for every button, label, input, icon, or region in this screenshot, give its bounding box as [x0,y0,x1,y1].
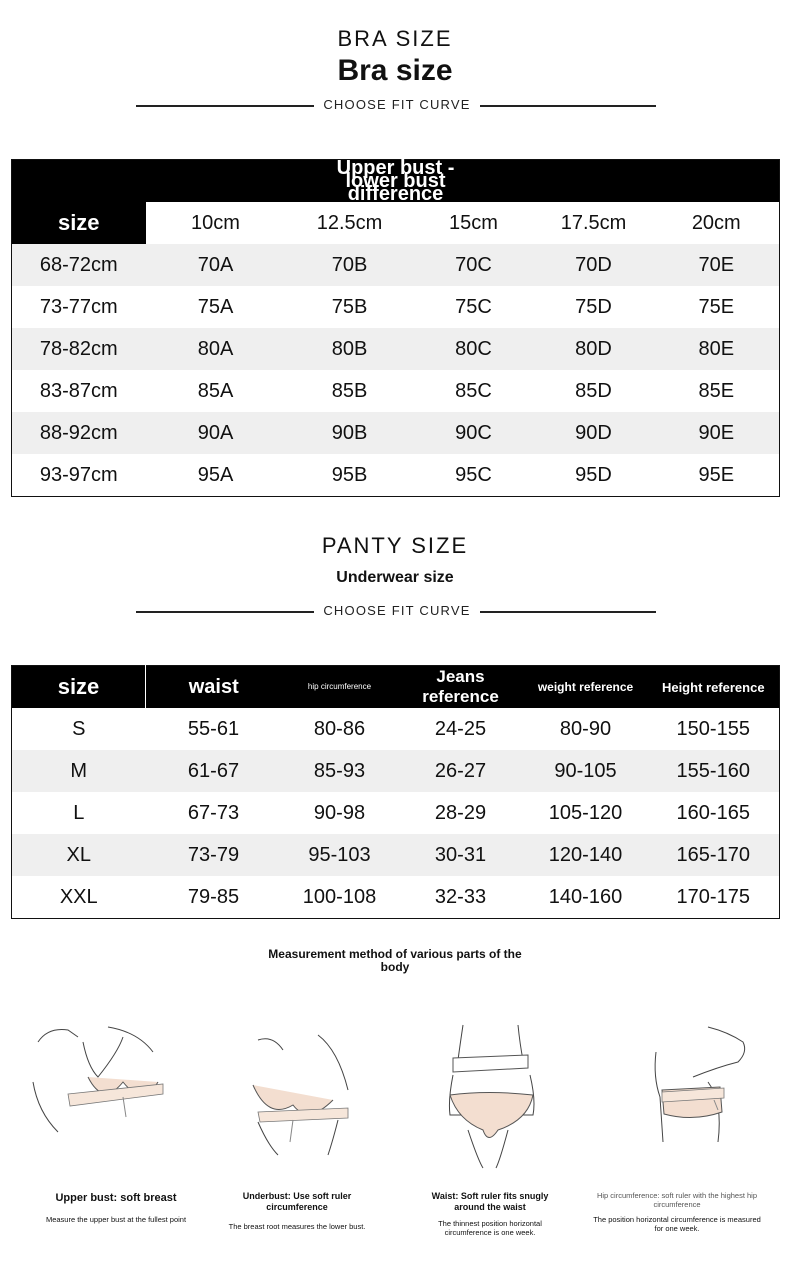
table-cell: 24-25 [434,717,487,740]
table-cell: 80-90 [559,717,612,740]
table-row [12,370,780,412]
bra-subtitle: CHOOSE FIT CURVE [323,97,471,112]
table-cell: 90-98 [313,801,366,824]
measure-underbust [222,1191,372,1231]
bra-size-table [11,156,780,497]
table-row [12,708,780,750]
table-cell: 80-86 [313,717,366,740]
table-row [12,454,780,497]
table-cell: 70B [286,244,414,286]
panty-header-hip: hip circumference [282,666,398,709]
table-cell: 80A [146,328,286,370]
table-row [12,286,780,328]
table-cell: 61-67 [146,750,282,792]
measure-caption: Hip circumference: soft ruler with the highest hip circumference [596,1191,758,1209]
bra-col-header: 20cm [691,211,741,234]
hip-illustration [648,1022,758,1162]
table-cell: 160-165 [676,801,750,824]
measure-note: The breast root measures the lower bust. [228,1222,366,1231]
table-row [12,792,780,834]
table-cell: 80D [534,328,654,370]
table-cell: 80E [654,328,780,370]
bra-size-header: size [12,202,146,244]
row-size: 93-97cm [39,463,118,486]
measure-hip [592,1191,762,1233]
upper-bust-illustration [28,1022,168,1152]
table-row [12,244,780,286]
table-cell: 70C [414,244,534,286]
table-cell: 95E [698,463,735,486]
panty-subtitle: CHOOSE FIT CURVE [323,603,471,618]
table-row [12,834,780,876]
bra-col-header: 17.5cm [560,211,627,234]
table-cell: 90D [534,412,654,454]
panty-title-en: PANTY SIZE [321,533,469,558]
table-cell: 75A [197,295,234,318]
measure-caption: Waist: Soft ruler fits snugly around the waist [431,1191,549,1212]
bra-col-header: 10cm [191,211,240,234]
panty-header-height: Height reference [648,666,780,709]
table-cell: 26-27 [398,750,524,792]
table-cell: 140-160 [548,885,623,908]
underbust-illustration [238,1030,378,1160]
measure-caption: Underbust: Use soft ruler circumference [242,1191,352,1212]
measure-note: Measure the upper bust at the fullest point [45,1215,187,1224]
panty-header-waist: waist [146,666,282,709]
table-cell: 55-61 [187,717,240,740]
bra-title: Bra size [337,54,453,87]
table-cell: 70A [146,244,286,286]
table-cell: 30-31 [398,834,524,876]
table-cell: 155-160 [648,750,780,792]
measure-caption: Upper bust: soft breast [55,1192,177,1204]
table-cell: 85-93 [282,750,398,792]
table-cell: 105-120 [548,801,623,824]
table-cell: 90A [146,412,286,454]
table-cell: 90E [654,412,780,454]
table-cell: 90-105 [524,750,648,792]
table-cell: 95D [575,463,612,486]
table-cell: 120-140 [524,834,648,876]
table-cell: 70E [654,244,780,286]
measurement-title: Measurement method of various parts of the body [268,947,522,974]
table-cell: 150-155 [676,717,750,740]
table-cell: M [12,750,146,792]
table-cell: S [72,717,86,740]
table-cell: 90C [414,412,534,454]
table-cell: XXL [59,885,98,908]
panty-header-weight: weight reference [524,666,648,709]
table-cell: 80C [414,328,534,370]
table-cell: 75C [455,295,492,318]
table-cell: 170-175 [676,885,750,908]
row-size: 88-92cm [12,412,146,454]
table-cell: 85E [698,379,735,402]
table-row [12,750,780,792]
table-cell: 73-79 [146,834,282,876]
table-cell: 100-108 [302,885,377,908]
table-cell: 80B [286,328,414,370]
row-size: 78-82cm [12,328,146,370]
table-cell: 67-73 [187,801,240,824]
row-size: 68-72cm [12,244,146,286]
table-cell: 85C [455,379,492,402]
table-cell: 32-33 [434,885,487,908]
measure-note: The position horizontal circumference is measured for one week. [593,1215,761,1233]
table-cell: 85D [575,379,612,402]
bra-col-header: 12.5cm [316,211,383,234]
table-cell: 85A [197,379,234,402]
table-cell: XL [12,834,146,876]
bra-col-header: 15cm [449,211,498,234]
measure-waist [418,1191,562,1237]
row-size: 73-77cm [39,295,118,318]
panty-size-table [11,665,780,919]
bra-title-en: BRA SIZE [337,26,453,51]
row-size: 83-87cm [39,379,118,402]
measure-note: The thinnest position horizontal circumference is one week. [438,1219,542,1237]
table-row [12,328,780,370]
table-cell: 95A [197,463,234,486]
panty-header-size: size [12,666,146,709]
table-cell: 95C [455,463,492,486]
table-cell: 75B [331,295,368,318]
panty-title: Underwear size [336,569,454,586]
table-row [12,412,780,454]
table-cell: 79-85 [187,885,240,908]
table-cell: L [73,801,85,824]
panty-divider [0,603,790,631]
table-cell: 90B [286,412,414,454]
table-cell: 70D [534,244,654,286]
table-cell: 85B [331,379,368,402]
panty-header-jeans: Jeans reference [398,666,524,709]
table-cell: 95-103 [282,834,398,876]
measure-upper-bust [22,1193,210,1224]
table-row [12,876,780,919]
bra-divider [0,97,790,125]
bra-top-header: Upper bust - lower bust difference [12,160,780,203]
table-cell: 165-170 [648,834,780,876]
table-cell: 75E [698,295,735,318]
waist-illustration [438,1020,548,1170]
table-cell: 28-29 [434,801,487,824]
table-cell: 75D [575,295,612,318]
table-cell: 95B [331,463,368,486]
